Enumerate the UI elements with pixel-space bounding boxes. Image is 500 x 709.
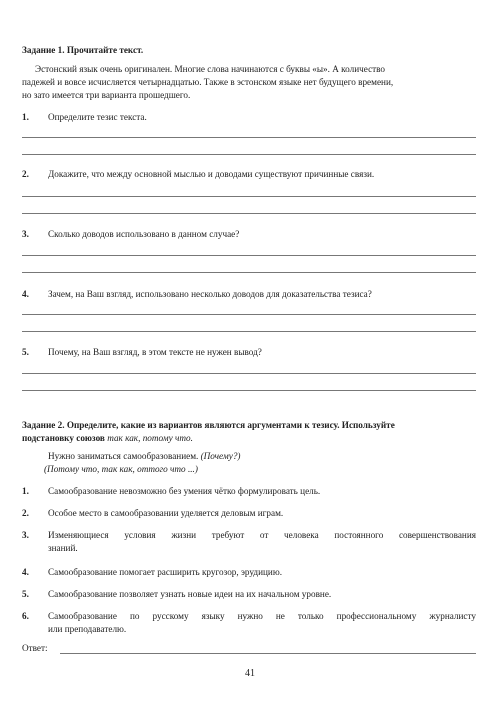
task2-heading-line-1: Задание 2. Определите, какие из вариантов являются аргументами к тезису. Используйте <box>22 420 395 430</box>
item-3-text-line-1: Изменяющиеся условия жизни требуют от человека постоянного совершенствования <box>48 530 476 540</box>
task2-heading-line-2 <box>22 432 193 445</box>
answer-line[interactable] <box>22 213 476 214</box>
answer-line[interactable] <box>22 137 476 138</box>
question-2-text: Докажите, что между основной мыслью и доводами существуют причинные связи. <box>48 169 375 179</box>
answer-line[interactable] <box>22 314 476 315</box>
task2-heading-bold: подстановку союзов <box>22 433 105 443</box>
question-1-number: 1. <box>22 112 29 122</box>
task2-thesis-line <box>48 450 241 463</box>
page-number: 41 <box>245 668 255 679</box>
answer-line[interactable] <box>22 373 476 374</box>
item-6-number: 6. <box>22 611 29 621</box>
item-3-text-line-2: знаний. <box>48 543 78 553</box>
task2-hint: (Потому что, так как, оттого что ...) <box>44 464 198 474</box>
answer-input-line[interactable] <box>60 653 476 654</box>
question-3-text: Сколько доводов использовано в данном случае? <box>48 229 240 239</box>
answer-line[interactable] <box>22 154 476 155</box>
item-5-text: Самообразование позволяет узнать новые идеи на их начальном уровне. <box>48 589 332 599</box>
question-5-text: Почему, на Ваш взгляд, в этом тексте не нужен вывод? <box>48 347 262 357</box>
task1-paragraph-line-1: Эстонский язык очень оригинален. Многие слова начинаются с буквы «ы». А количество <box>35 64 386 74</box>
answer-line[interactable] <box>22 255 476 256</box>
item-5-number: 5. <box>22 589 29 599</box>
question-2-number: 2. <box>22 169 29 179</box>
task1-paragraph-line-3: но зато имеется три варианта прошедшего. <box>22 90 191 100</box>
answer-line[interactable] <box>22 390 476 391</box>
question-5-number: 5. <box>22 347 29 357</box>
task2-thesis-question: (Почему?) <box>200 451 241 461</box>
item-3-line-1 <box>48 529 476 542</box>
question-3-number: 3. <box>22 229 29 239</box>
item-1-number: 1. <box>22 486 29 496</box>
item-1-text: Самообразование невозможно без умения чётко формулировать цель. <box>48 486 321 496</box>
task2-thesis: Нужно заниматься самообразованием. <box>48 451 199 461</box>
item-2-number: 2. <box>22 508 29 518</box>
item-6-text-line-1: Самообразование по русскому языку нужно не только профессиональному журналисту <box>48 611 476 621</box>
answer-label: Ответ: <box>22 643 48 653</box>
answer-line[interactable] <box>22 331 476 332</box>
question-4-number: 4. <box>22 289 29 299</box>
task2-heading-italic: так как, потому что. <box>107 433 193 443</box>
answer-line[interactable] <box>22 272 476 273</box>
item-6-text-line-2: или преподавателю. <box>48 624 127 634</box>
question-1-text: Определите тезис текста. <box>48 112 147 122</box>
task1-heading: Задание 1. Прочитайте текст. <box>22 45 144 55</box>
task1-paragraph-line-2: падежей и вовсе исчисляется четырнадцатью. Также в эстонском языке нет будущего времени, <box>22 77 394 87</box>
item-6-line-1 <box>48 610 476 623</box>
item-3-number: 3. <box>22 530 29 540</box>
item-4-text: Самообразование помогает расширить кругозор, эрудицию. <box>48 567 282 577</box>
item-2-text: Особое место в самообразовании уделяется деловым играм. <box>48 508 284 518</box>
question-4-text: Зачем, на Ваш взгляд, использовано несколько доводов для доказательства тезиса? <box>48 289 372 299</box>
item-4-number: 4. <box>22 567 29 577</box>
answer-line[interactable] <box>22 196 476 197</box>
